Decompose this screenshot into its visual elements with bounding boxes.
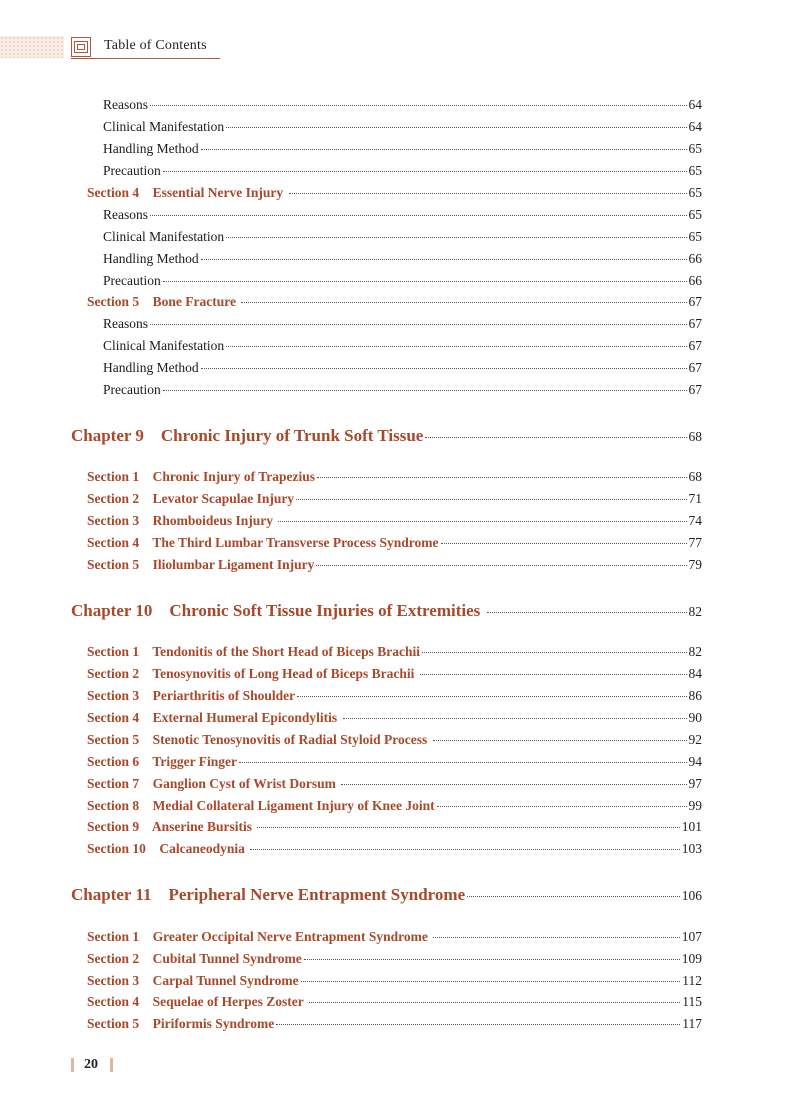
toc-title: Section 2 Tenosynovitis of Long Head of Biceps Brachii (87, 666, 418, 681)
toc-title: Section 5 Stenotic Tenosynovitis of Radial Styloid Process (87, 732, 431, 747)
toc-section[interactable] (87, 491, 702, 507)
toc-subitem[interactable] (103, 119, 702, 135)
toc-page-number: 117 (682, 1016, 702, 1031)
dot-leader (250, 849, 679, 850)
toc-section[interactable] (87, 688, 702, 704)
toc-title: Chapter 10 Chronic Soft Tissue Injuries of Extremities (71, 601, 485, 620)
dot-leader (239, 762, 687, 763)
toc-page-number: 67 (688, 382, 702, 397)
footer-bar-right (110, 1058, 113, 1072)
dot-leader (226, 127, 686, 128)
toc-title: Chapter 9 Chronic Injury of Trunk Soft Tissue (71, 426, 424, 445)
toc-title: Section 4 Essential Nerve Injury (87, 185, 287, 200)
toc-title: Section 3 Carpal Tunnel Syndrome (87, 973, 299, 988)
toc-section[interactable] (87, 754, 702, 770)
toc-page-number: 99 (688, 798, 702, 813)
toc-subitem[interactable] (103, 360, 702, 376)
toc-section[interactable] (87, 776, 702, 792)
toc-page-number: 66 (688, 273, 702, 288)
dot-leader (201, 368, 687, 369)
toc-section[interactable] (87, 666, 702, 682)
toc-title: Section 7 Ganglion Cyst of Wrist Dorsum (87, 776, 340, 791)
toc-subitem[interactable] (103, 251, 702, 267)
toc-page-number: 64 (688, 119, 702, 134)
toc-chapter[interactable] (71, 601, 702, 621)
dot-leader (163, 171, 687, 172)
dot-leader (316, 565, 686, 566)
toc-page-number: 79 (688, 557, 702, 572)
dot-leader (422, 652, 686, 653)
toc-section[interactable] (87, 535, 702, 551)
toc-title: Section 1 Greater Occipital Nerve Entrapment Syndrome (87, 929, 432, 944)
toc-title: Section 2 Cubital Tunnel Syndrome (87, 951, 302, 966)
toc-section[interactable] (87, 710, 702, 726)
dot-leader (309, 1002, 680, 1003)
toc-page-number: 103 (681, 841, 702, 856)
dot-leader (341, 784, 686, 785)
dot-leader (433, 740, 687, 741)
toc-page-number: 64 (688, 97, 702, 112)
dot-leader (441, 543, 687, 544)
toc-page-number: 65 (688, 229, 702, 244)
dot-leader (304, 959, 680, 960)
dot-leader (301, 981, 681, 982)
header-decoration (0, 36, 64, 58)
toc-page-number: 77 (688, 535, 702, 550)
toc-title: Section 9 Anserine Bursitis (87, 819, 256, 834)
dot-leader (150, 105, 687, 106)
toc-subitem[interactable] (103, 229, 702, 245)
toc-section[interactable] (87, 513, 702, 529)
toc-title: Section 3 Periarthritis of Shoulder (87, 688, 296, 703)
toc-page-number: 68 (688, 429, 702, 444)
toc-title: Section 4 External Humeral Epicondylitis (87, 710, 341, 725)
toc-page-number: 86 (688, 688, 702, 703)
toc-subitem[interactable] (103, 273, 702, 289)
toc-section[interactable] (87, 994, 702, 1010)
toc-title: Handling Method (103, 251, 199, 266)
toc-page-number: 66 (688, 251, 702, 266)
dot-leader (257, 827, 679, 828)
toc-section[interactable] (87, 841, 702, 857)
dot-leader (150, 215, 687, 216)
toc-subitem[interactable] (103, 316, 702, 332)
toc-page-number: 65 (688, 207, 702, 222)
toc-chapter[interactable] (71, 426, 702, 446)
toc-page-number: 101 (681, 819, 702, 834)
dot-leader (433, 937, 680, 938)
toc-page-number: 84 (688, 666, 702, 681)
toc-section[interactable] (87, 644, 702, 660)
toc-title: Section 6 Trigger Finger (87, 754, 237, 769)
toc-section[interactable] (87, 973, 702, 989)
toc-title: Precaution (103, 273, 161, 288)
toc-title: Section 1 Chronic Injury of Trapezius (87, 469, 316, 484)
toc-title: Clinical Manifestation (103, 119, 225, 134)
toc-title: Reasons (103, 316, 148, 331)
dot-leader (163, 390, 687, 391)
toc-title: Section 10 Calcaneodynia (87, 841, 249, 856)
toc-section[interactable] (87, 798, 702, 814)
toc-page-number: 94 (688, 754, 702, 769)
toc-page-number: 65 (688, 185, 702, 200)
dot-leader (420, 674, 687, 675)
toc-page-number: 67 (688, 294, 702, 309)
toc-section[interactable] (87, 951, 702, 967)
toc-page-number: 67 (688, 338, 702, 353)
toc-page-number: 97 (688, 776, 702, 791)
dot-leader (343, 718, 687, 719)
toc-title: Section 8 Medial Collateral Ligament Injury of Knee Joint (87, 798, 435, 813)
dot-leader (437, 806, 687, 807)
toc-page-number: 112 (682, 973, 702, 988)
toc-title: Section 4 Sequelae of Herpes Zoster (87, 994, 307, 1009)
toc-section[interactable] (87, 819, 702, 835)
dot-leader (289, 193, 687, 194)
dot-leader (425, 437, 686, 438)
toc-section[interactable] (87, 185, 702, 201)
toc-page-number: 74 (688, 513, 702, 528)
toc-subitem[interactable] (103, 97, 702, 113)
toc-page-number: 92 (688, 732, 702, 747)
toc-page-number: 71 (688, 491, 702, 506)
dot-leader (467, 896, 680, 897)
dot-leader (163, 281, 687, 282)
header-emblem-icon (71, 37, 91, 57)
dot-leader (278, 521, 686, 522)
toc-subitem[interactable] (103, 141, 702, 157)
toc-page-number: 68 (688, 469, 702, 484)
toc-title: Section 1 Tendonitis of the Short Head of Biceps Brachii (87, 644, 421, 659)
footer-bar-left (71, 1058, 74, 1072)
toc-chapter[interactable] (71, 885, 702, 905)
dot-leader (226, 346, 686, 347)
toc-title: Section 2 Levator Scapulae Injury (87, 491, 295, 506)
toc-page-number: 107 (681, 929, 702, 944)
toc-subitem[interactable] (103, 207, 702, 223)
toc-page-number: 106 (681, 888, 702, 903)
toc-section[interactable] (87, 557, 702, 573)
page-number: 20 (84, 1057, 98, 1072)
toc-subitem[interactable] (103, 382, 702, 398)
dot-leader (150, 324, 687, 325)
toc-page-number: 115 (682, 994, 702, 1009)
toc-page-number: 67 (688, 360, 702, 375)
toc-page-number: 90 (688, 710, 702, 725)
header-divider (71, 58, 220, 59)
dot-leader (276, 1024, 680, 1025)
toc-section[interactable] (87, 929, 702, 945)
toc-title: Clinical Manifestation (103, 229, 225, 244)
toc-page-number: 65 (688, 163, 702, 178)
toc-title: Handling Method (103, 360, 199, 375)
toc-title: Precaution (103, 163, 161, 178)
dot-leader (201, 259, 687, 260)
toc-section[interactable] (87, 1016, 702, 1032)
toc-title: Precaution (103, 382, 161, 397)
dot-leader (241, 302, 686, 303)
dot-leader (487, 612, 687, 613)
toc-subitem[interactable] (103, 338, 702, 354)
dot-leader (201, 149, 687, 150)
toc-section[interactable] (87, 469, 702, 485)
toc-title: Reasons (103, 207, 148, 222)
toc-title: Section 3 Rhomboideus Injury (87, 513, 277, 528)
page-title: Table of Contents (104, 38, 207, 53)
toc-section[interactable] (87, 732, 702, 748)
toc-title: Section 4 The Third Lumbar Transverse Process Syndrome (87, 535, 439, 550)
dot-leader (297, 696, 686, 697)
toc-title: Section 5 Piriformis Syndrome (87, 1016, 275, 1031)
toc-title: Reasons (103, 97, 148, 112)
dot-leader (226, 237, 686, 238)
toc-title: Handling Method (103, 141, 199, 156)
dot-leader (296, 499, 686, 500)
toc-page-number: 67 (688, 316, 702, 331)
toc-page-number: 82 (688, 604, 702, 619)
toc-title: Clinical Manifestation (103, 338, 225, 353)
toc-subitem[interactable] (103, 163, 702, 179)
dot-leader (317, 477, 686, 478)
toc-section[interactable] (87, 294, 702, 310)
toc-page-number: 82 (688, 644, 702, 659)
toc-page-number: 65 (688, 141, 702, 156)
toc-page-number: 109 (681, 951, 702, 966)
toc-title: Section 5 Iliolumbar Ligament Injury (87, 557, 315, 572)
toc-title: Section 5 Bone Fracture (87, 294, 240, 309)
toc-title: Chapter 11 Peripheral Nerve Entrapment Syndrome (71, 885, 466, 904)
